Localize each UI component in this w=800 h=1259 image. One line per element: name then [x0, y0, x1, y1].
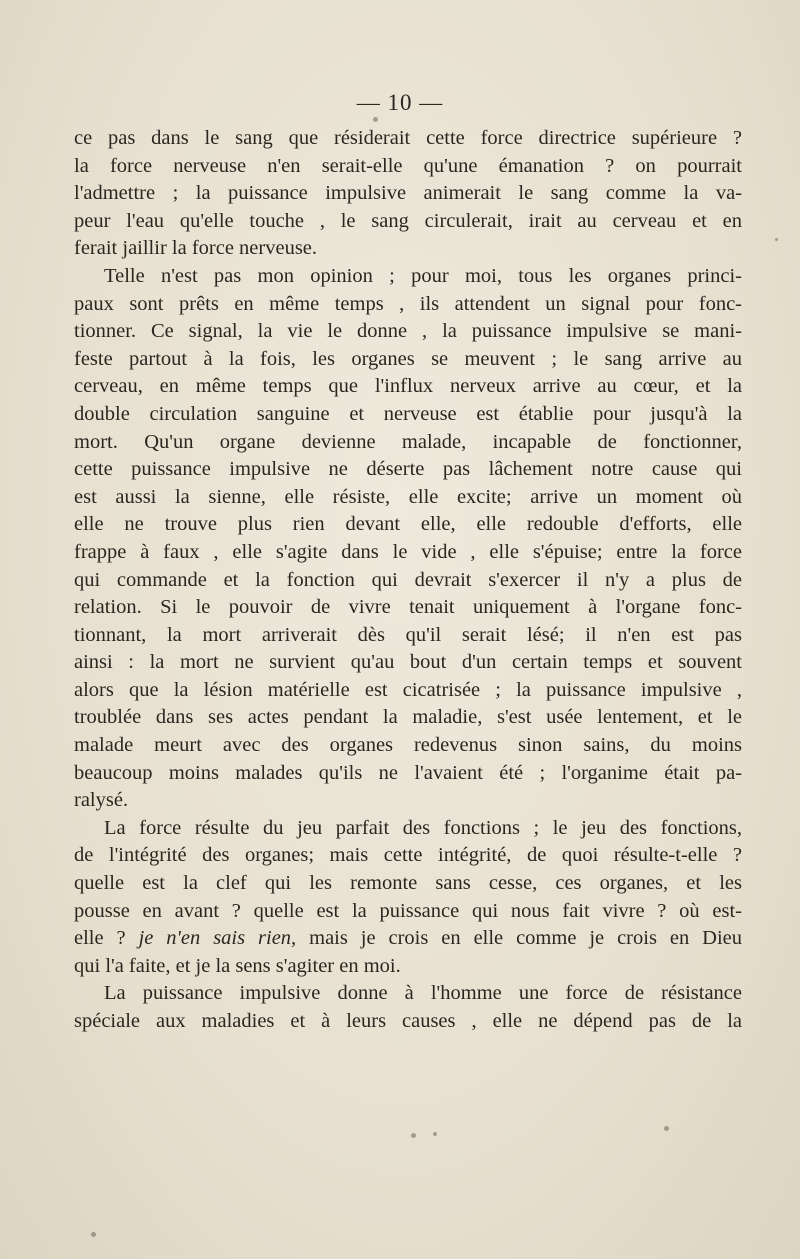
text-line: tionnant, la mort arriverait dès qu'il serait lésé; il n'en est pas [74, 623, 742, 646]
text-line: cette puissance impulsive ne déserte pas lâchement notre cause qui [74, 458, 742, 481]
text-line: malade meurt avec des organes redevenus sinon sains, du moins [74, 734, 742, 757]
text-line: frappe à faux , elle s'agite dans le vide , elle s'épuise; entre la force [74, 540, 742, 563]
text-line: double circulation sanguine et nerveuse est établie pour jusqu'à la [74, 402, 742, 425]
page-number: — 10 — [356, 90, 444, 115]
text-line: cerveau, en même temps que l'influx nerveux arrive au cœur, et la [74, 375, 742, 398]
paper-speck [775, 238, 778, 241]
text-line: spéciale aux maladies et à leurs causes , elle ne dépend pas de la [74, 1010, 742, 1032]
text-line: qui l'a faite, et je la sens s'agiter en moi. [74, 954, 401, 977]
text-line: elle ne trouve plus rien devant elle, elle redouble d'efforts, elle [74, 513, 742, 536]
text-line: alors que la lésion matérielle est cicatrisée ; la puissance impulsive , [74, 678, 742, 701]
paper-speck [433, 1132, 437, 1136]
paragraph-start-line: Telle n'est pas mon opinion ; pour moi, tous les organes princi- [104, 264, 742, 287]
text-line-mixed [74, 925, 742, 953]
text-line: peur l'eau qu'elle touche , le sang circulerait, irait au cerveau et en [74, 209, 742, 232]
text-line: pousse en avant ? quelle est la puissance qui nous fait vivre ? où est- [74, 899, 742, 922]
text-line: paux sont prêts en même temps , ils attendent un signal pour fonc- [74, 292, 742, 315]
text-line: ainsi : la mort ne survient qu'au bout d'un certain temps et souvent [74, 651, 742, 674]
paper-speck [411, 1133, 416, 1138]
body-text [74, 125, 742, 1036]
text-line: qui commande et la fonction qui devrait s'exercer il n'y a plus de [74, 568, 742, 591]
text-line: feste partout à la fois, les organes se meuvent ; le sang arrive au [74, 347, 742, 370]
paragraph-start-line: La puissance impulsive donne à l'homme une force de résistance [104, 982, 742, 1005]
text-line: troublée dans ses actes pendant la maladie, s'est usée lentement, et le [74, 706, 742, 729]
text-line: ce pas dans le sang que résiderait cette force directrice supérieure ? [74, 127, 742, 149]
paragraph-start-line: La force résulte du jeu parfait des fonctions ; le jeu des fonctions, [104, 816, 742, 839]
text-line: de l'intégrité des organes; mais cette intégrité, de quoi résulte-t-elle ? [74, 844, 742, 867]
paper-speck [664, 1126, 669, 1131]
italic-phrase: je n'en sais rien, [138, 927, 297, 950]
text-line: la force nerveuse n'en serait-elle qu'une émanation ? on pourrait [74, 154, 742, 177]
text-line: ralysé. [74, 789, 129, 812]
text-line: quelle est la clef qui les remonte sans cesse, ces organes, et les [74, 872, 742, 895]
text-line: l'admettre ; la puissance impulsive animerait le sang comme la va- [74, 182, 742, 205]
text-line: beaucoup moins malades qu'ils ne l'avaient été ; l'organime était pa- [74, 761, 742, 784]
line-start: elle ? [74, 927, 126, 950]
paper-speck [91, 1232, 96, 1237]
text-line: mort. Qu'un organe devienne malade, incapable de fonctionner, [74, 430, 742, 453]
line-end: mais je crois en elle comme je crois en Dieu [309, 927, 742, 950]
text-line: tionner. Ce signal, la vie le donne , la puissance impulsive se mani- [74, 320, 742, 343]
paper-speck [373, 117, 378, 122]
text-line: ferait jaillir la force nerveuse. [74, 237, 318, 260]
text-line: relation. Si le pouvoir de vivre tenait uniquement à l'organe fonc- [74, 596, 742, 619]
text-line: est aussi la sienne, elle résiste, elle excite; arrive un moment où [74, 485, 742, 508]
